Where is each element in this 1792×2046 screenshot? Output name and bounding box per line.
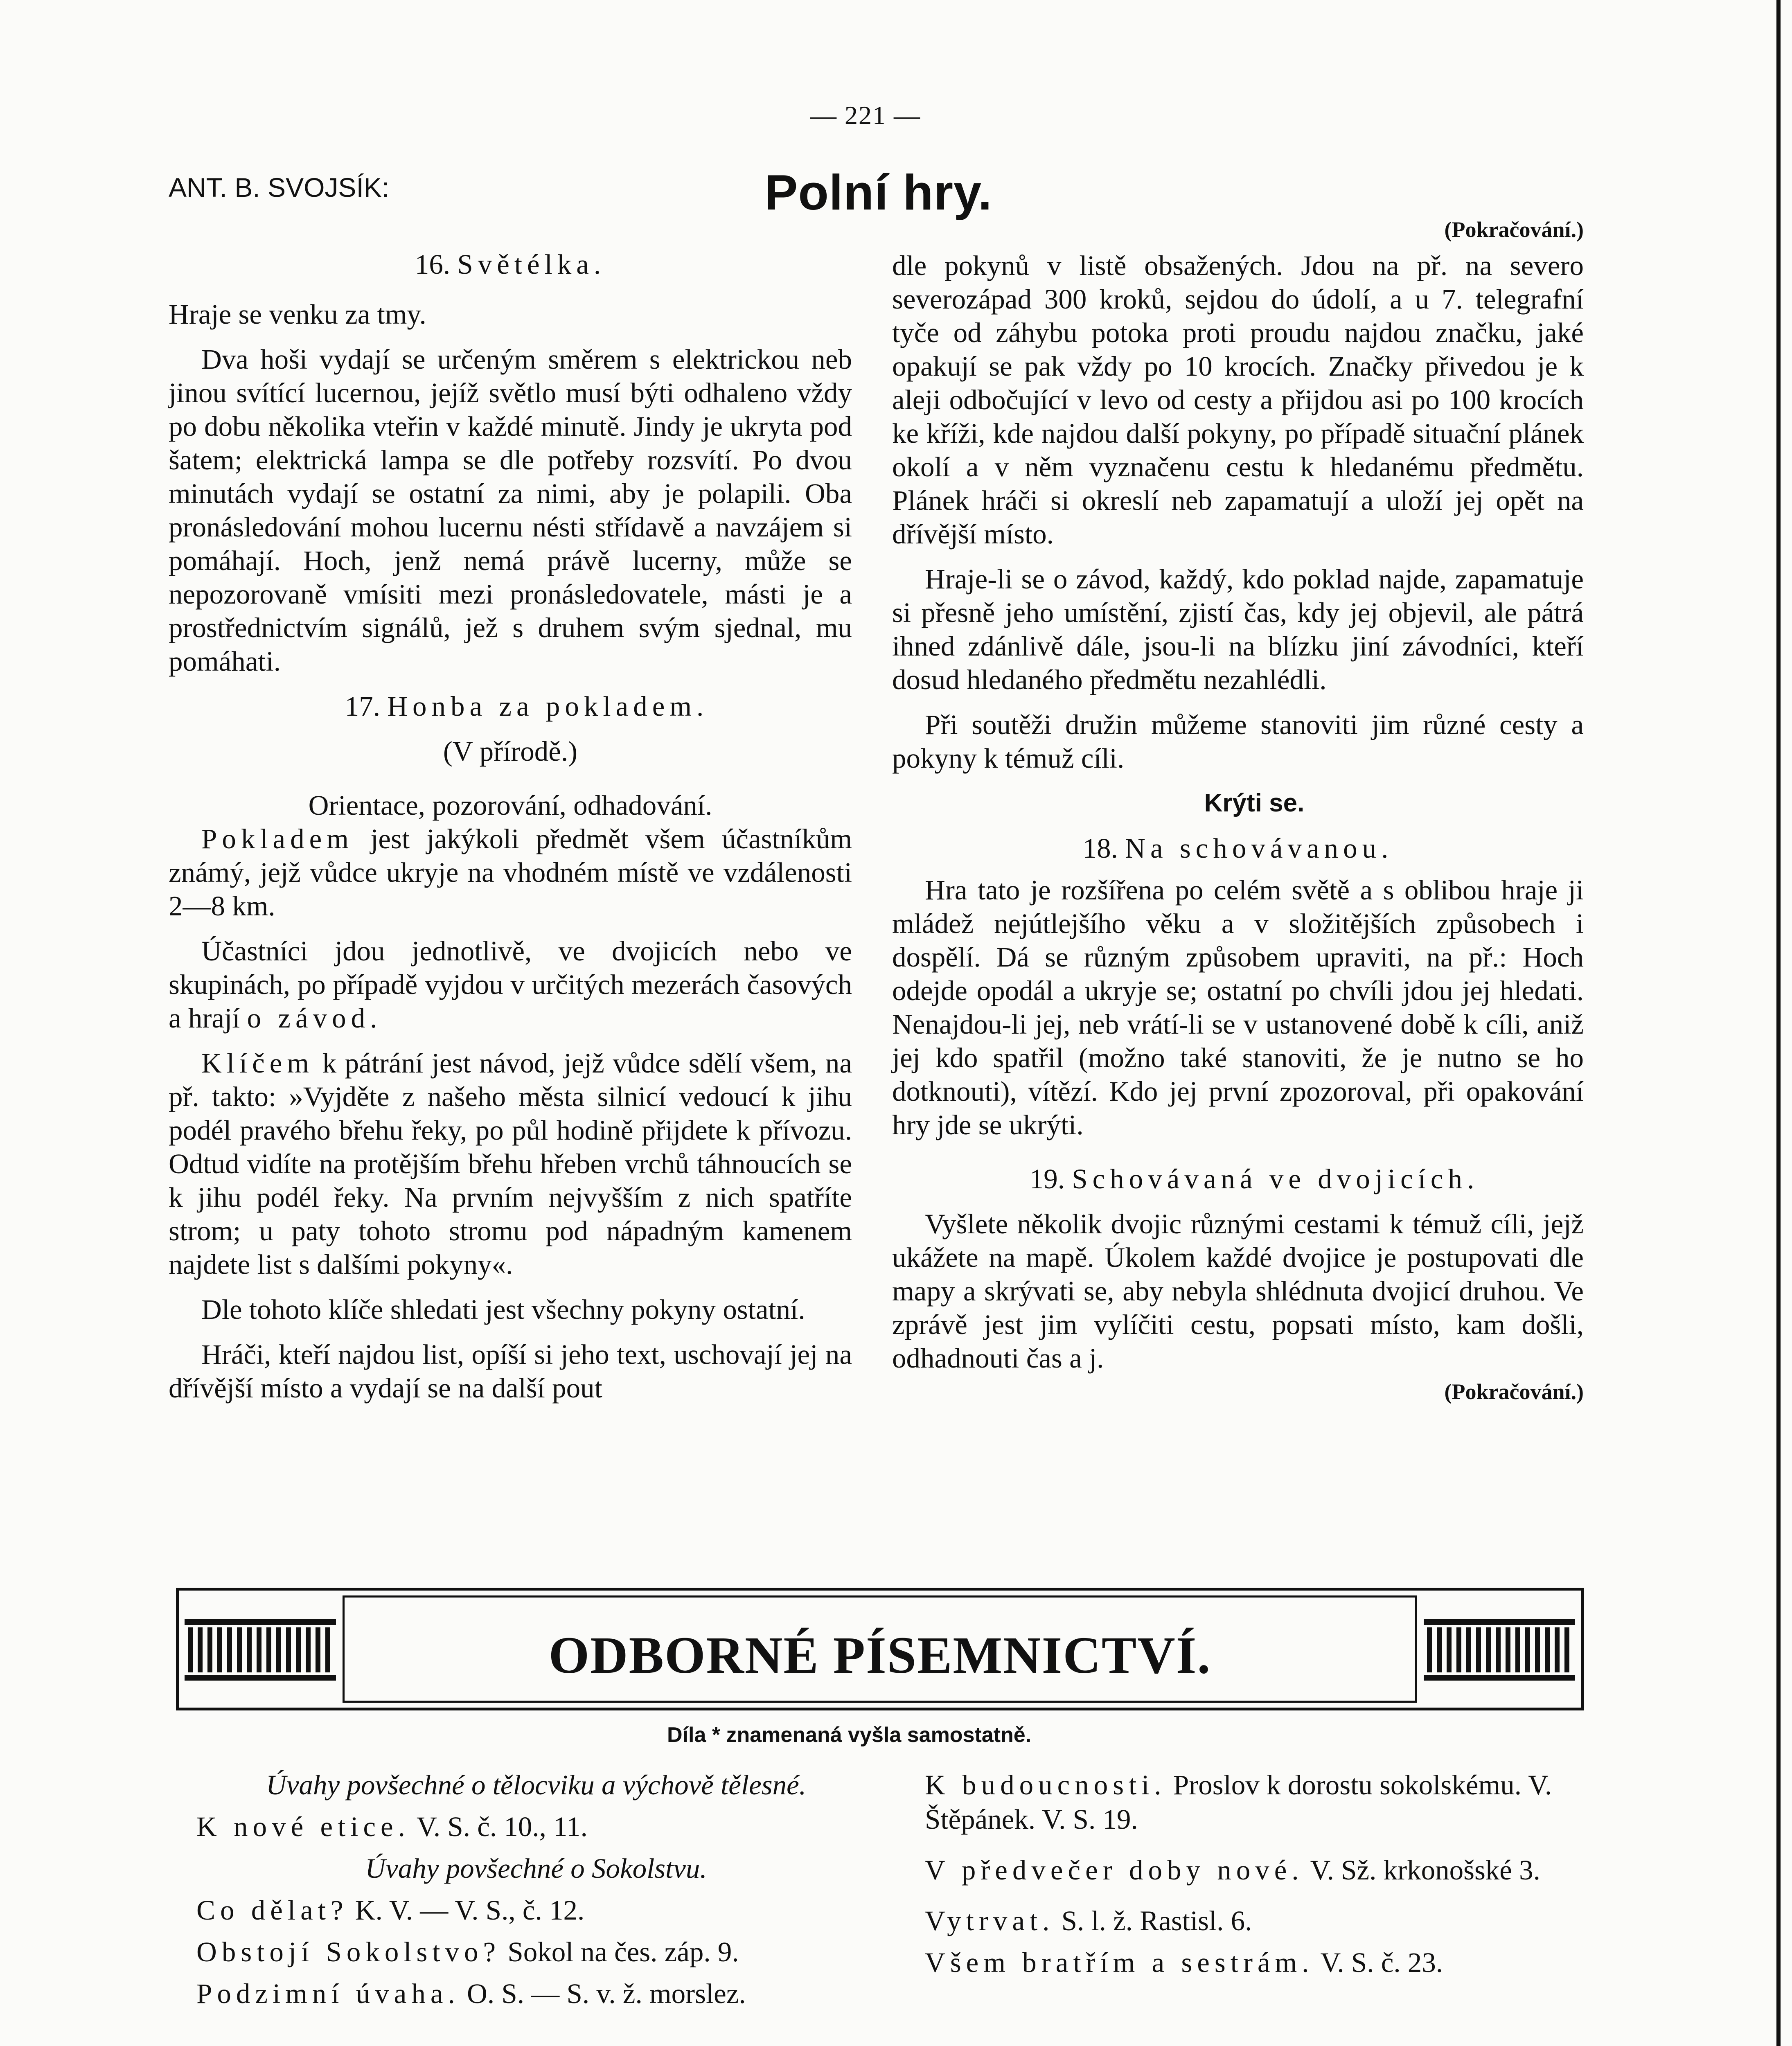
section-number: 18. xyxy=(1082,833,1118,864)
paragraph-text: jest jakýkoli předmět všem účastníkům známý, jejž vůdce ukryje na vhodném místě ve vzdálenosti 2—8 km. xyxy=(169,823,852,922)
paragraph: Dle tohoto klíče shledati jest všechny pokyny ostatní. xyxy=(201,1294,805,1325)
entry-title: V předvečer doby nové. xyxy=(925,1854,1304,1886)
section-focus: Orientace, pozorování, odhadování. xyxy=(308,790,712,821)
continued-note-top: (Pokračování.) xyxy=(1444,217,1584,242)
spaced-term: Pokladem xyxy=(201,823,354,854)
paragraph xyxy=(169,934,852,1035)
literature-subheading: Úvahy povšechné o tělocviku a výchově tělesné. xyxy=(266,1769,806,1800)
entry-source: V. S. č. 23. xyxy=(1314,1947,1443,1978)
paragraph xyxy=(169,822,852,923)
paragraph-text: Účastníci jdou jednotlivě, ve dvojicích nebo ve skupinách, po případě vyjdou v určitých mezerách časových a hrají xyxy=(169,935,852,1034)
entry-title: Obstojí Sokolstvo? xyxy=(196,1936,501,1967)
spaced-term: Klíčem xyxy=(201,1048,314,1079)
paragraph: Dva hoši vydají se určeným směrem s elektrickou neb jinou svítící lucernou, jejíž světlo musí býti odhaleno vždy po dobu několika vteřin v každé minutě. Jindy je ukryta pod šatem; elektrická lampa se dle potřeby rozsvítí. Po dvou minutách vydají se ostatní za nimi, aby je polapili. Oba pronásledování mohou lucernu nésti střídavě a navzájem si pomáhají. Hoch, jenž nemá právě lucerny, může se nepozorovaně vmísiti mezi pronásledovatele, másti je a prostřednictvím signálů, jež s druhem svým sjednal, mu pomáhati. xyxy=(169,344,852,677)
right-column xyxy=(892,213,1584,1408)
literature-entry xyxy=(925,1768,1588,1836)
section-number: 16. xyxy=(415,249,451,280)
balustrade-ornament-icon xyxy=(1424,1619,1575,1681)
section-title: Honba za pokladem. xyxy=(387,691,709,722)
entry-title: K nové etice. xyxy=(196,1811,410,1842)
section-title: Na schovávanou. xyxy=(1125,833,1393,864)
literature-left-column xyxy=(196,1768,876,2018)
section-group-title: Krýti se. xyxy=(1204,789,1305,817)
page-edge xyxy=(1776,0,1781,2046)
literature-entry xyxy=(196,1935,876,1969)
section-17-heading xyxy=(169,690,852,723)
literature-right-column xyxy=(925,1768,1588,1987)
literature-note: Díla * znamenaná vyšla samostatně. xyxy=(667,1723,1032,1747)
literature-entry xyxy=(196,1893,876,1927)
entry-title: Podzimní úvaha. xyxy=(196,1978,460,2009)
spaced-term: o závod. xyxy=(247,1003,382,1034)
entry-source: K. V. — V. S., č. 12. xyxy=(348,1895,585,1926)
section-number: 17. xyxy=(345,691,380,722)
continued-note-bottom: (Pokračování.) xyxy=(1444,1379,1584,1404)
literature-banner xyxy=(176,1588,1584,1710)
page-number: — 221 — xyxy=(810,101,921,130)
literature-entry xyxy=(196,1976,876,2011)
literature-subheading: Úvahy povšechné o Sokolstvu. xyxy=(365,1853,707,1884)
entry-source: Proslov k dorostu sokolskému. V. Štěpánek. V. S. 19. xyxy=(925,1769,1552,1835)
literature-entry xyxy=(925,1853,1588,1887)
entry-source: V. S. č. 10., 11. xyxy=(410,1811,588,1842)
paragraph: dle pokynů v listě obsažených. Jdou na př. na severo severozápad 300 kroků, sejdou do údolí, a u 7. telegrafní tyče od záhybu potoka proti proudu najdou značku, jaké opakují se pak vždy po 10 krocích. Značky přivedou je k aleji odbočující v levo od cesty a přijdou asi po 100 krocích ke kříži, kde najdou další pokyny, po případě situační plánek okolí a v něm vyznačenu cestu k hledanému předmětu. Plánek hráči si okreslí neb zapamatují a uloží jej opět na dřívější místo. xyxy=(892,250,1584,550)
entry-source: S. l. ž. Rastisl. 6. xyxy=(1054,1905,1252,1936)
section-number: 19. xyxy=(1029,1163,1065,1194)
paragraph: Hraje-li se o závod, každý, kdo poklad najde, zapamatuje si přesně jeho umístění, zjistí čas, kdy jej objevil, ale pátrá ihned zdánlivě dále, jsou-li na blízku jiní závodníci, kteří dosud hledaného předmětu nezahlédli. xyxy=(892,563,1584,695)
section-subtitle: (V přírodě.) xyxy=(443,736,578,767)
section-16-heading xyxy=(169,248,852,281)
left-column xyxy=(169,248,852,1416)
section-title: Schovávaná ve dvojicích. xyxy=(1072,1163,1479,1194)
entry-source: O. S. — S. v. ž. morslez. xyxy=(460,1978,746,2009)
article-title: Polní hry. xyxy=(764,164,992,220)
section-title: Světélka. xyxy=(457,249,606,280)
paragraph: Hra tato je rozšířena po celém světě a s oblibou hraje ji mládež nejútlejšího věku a v složitějších způsobech i dospělí. Dá se různým způsobem upraviti, na př.: Hoch odejde opodál a ukryje se; ostatní po chvíli jdou jej hledati. Nenajdou-li jej, neb vrátí-li se v ustanovené době k cíli, aniž jej kdo spatřil (možno také stanoviti, že je nutno se ho dotknouti), vítězí. Kdo jej první zpozoroval, při opakování hry jde se ukrýti. xyxy=(892,874,1584,1140)
section-18-heading xyxy=(892,831,1584,865)
paragraph-text: k pátrání jest návod, jejž vůdce sdělí všem, na př. takto: »Vyjděte z našeho města silnicí vedoucí k jihu podél pravého břehu řeky, po půl hodině přijdete k přívozu. Odtud vidíte na protějším břehu hřeben vrchů táhnoucích se k jihu podél řeky. Na prvním nejvyšším z nich spatříte strom; u paty tohoto stromu pod nápadným kamenem najdete list s dalšími pokyny«. xyxy=(169,1048,852,1280)
banner-title: ODBORNÉ PÍSEMNICTVÍ. xyxy=(548,1626,1211,1684)
entry-title: Všem bratřím a sestrám. xyxy=(925,1947,1314,1978)
balustrade-ornament-icon xyxy=(185,1619,336,1681)
paragraph: Vyšlete několik dvojic různými cestami k témuž cíli, jejž ukážete na mapě. Úkolem každé dvojice je postupovati dle mapy a skrývati se, aby nebyla shlédnuta dvojicí druhou. Ve zprávě jest jim vylíčiti cestu, popsati místo, kam došli, odhadnouti čas a j. xyxy=(892,1208,1584,1374)
paragraph: Hraje se venku za tmy. xyxy=(169,299,426,330)
entry-title: Co dělat? xyxy=(196,1895,348,1926)
literature-entry xyxy=(196,1809,876,1844)
paragraph xyxy=(169,1046,852,1281)
entry-title: K budoucnosti. xyxy=(925,1769,1166,1800)
literature-entry xyxy=(925,1945,1588,1980)
literature-entry xyxy=(925,1904,1588,1938)
banner-title-frame xyxy=(343,1595,1417,1703)
author: ANT. B. SVOJSÍK: xyxy=(169,172,390,203)
paragraph: Při soutěži družin můžeme stanoviti jim různé cesty a pokyny k témuž cíli. xyxy=(892,709,1584,774)
entry-title: Vytrvat. xyxy=(925,1905,1055,1936)
section-19-heading xyxy=(892,1162,1584,1196)
entry-source: V. Sž. krkonošské 3. xyxy=(1303,1854,1540,1886)
entry-source: Sokol na čes. záp. 9. xyxy=(500,1936,739,1967)
paragraph: Hráči, kteří najdou list, opíší si jeho text, uschovají jej na dřívější místo a vydají se na další pout xyxy=(169,1339,852,1404)
